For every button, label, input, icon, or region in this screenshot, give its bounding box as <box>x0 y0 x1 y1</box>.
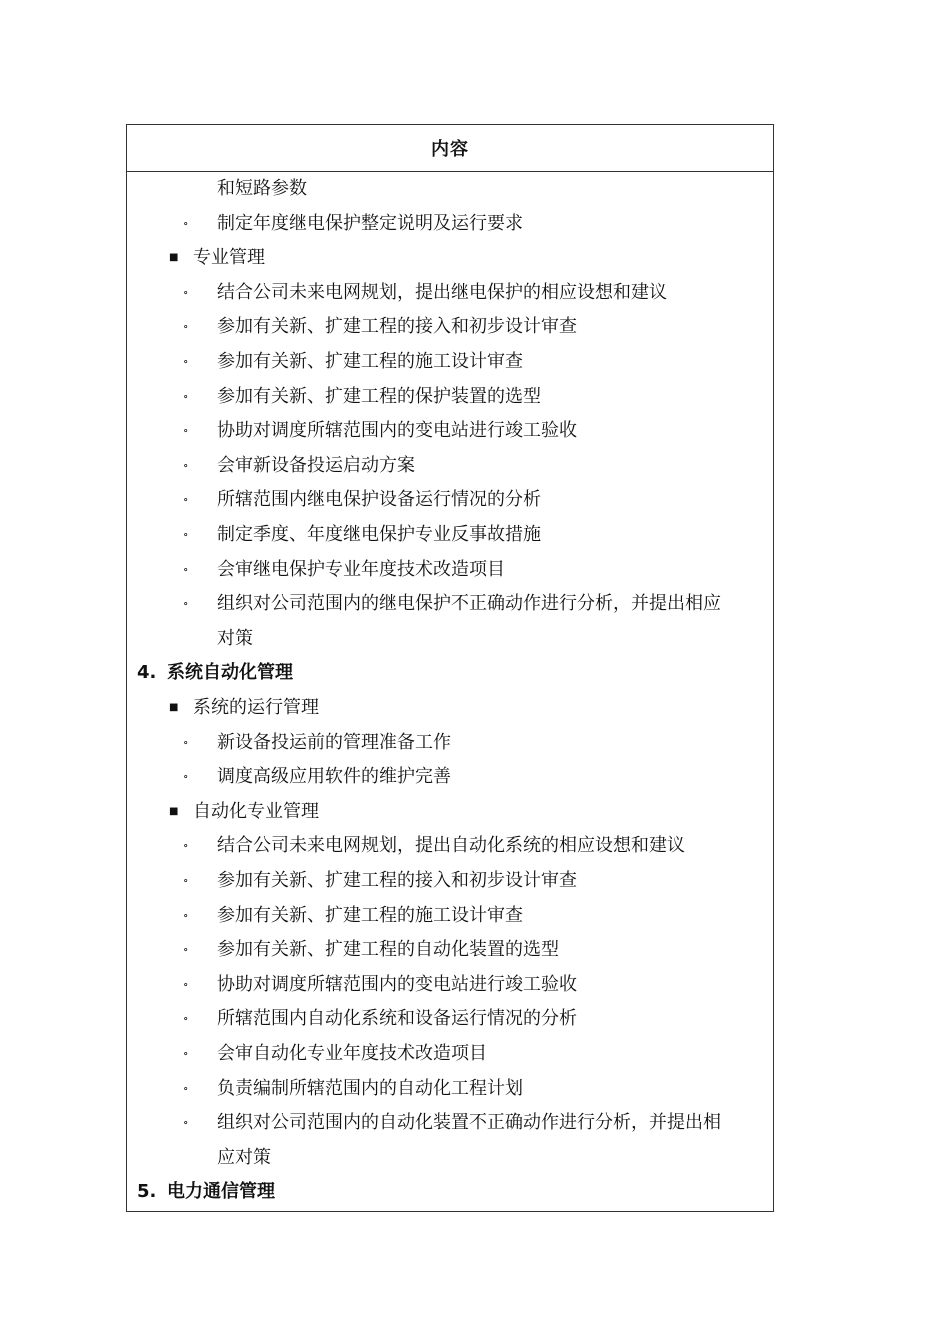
list-item: 会审新设备投运启动方案 <box>217 454 415 476</box>
subsection-item: 专业管理 <box>193 247 265 269</box>
section-heading <box>137 656 293 690</box>
list-item: 对策 <box>217 627 253 649</box>
list-item: 参加有关新、扩建工程的接入和初步设计审查 <box>217 870 577 891</box>
section-number: 5. <box>137 1181 157 1203</box>
header-label: 内容 <box>431 139 469 160</box>
square-bullet-icon: ■ <box>169 702 179 713</box>
circle-bullet-icon: ∘ <box>183 1047 189 1060</box>
circle-bullet-icon: ∘ <box>183 389 189 403</box>
section-title: 电力通信管理 <box>167 1181 275 1203</box>
circle-bullet-icon: ∘ <box>183 320 189 334</box>
content-table <box>126 124 774 1212</box>
list-item: 制定年度继电保护整定说明及运行要求 <box>217 212 523 234</box>
list-item: 调度高级应用软件的维护完善 <box>217 766 451 788</box>
circle-bullet-icon: ∘ <box>183 1081 189 1095</box>
list-item: 应对策 <box>217 1146 271 1168</box>
circle-bullet-icon: ∘ <box>183 874 189 887</box>
list-item: 结合公司未来电网规划，提出自动化系统的相应设想和建议 <box>217 835 685 857</box>
list-item: 和短路参数 <box>217 178 307 199</box>
section-title: 系统自动化管理 <box>167 662 293 684</box>
circle-bullet-icon: ∘ <box>183 839 189 853</box>
list-item: 所辖范围内继电保护设备运行情况的分析 <box>217 489 541 511</box>
circle-bullet-icon: ∘ <box>183 735 189 749</box>
section-heading <box>137 1175 275 1209</box>
circle-bullet-icon: ∘ <box>183 528 189 541</box>
list-item: 参加有关新、扩建工程的保护装置的选型 <box>217 385 541 407</box>
subsection-item: 自动化专业管理 <box>193 800 319 822</box>
list-item: 协助对调度所辖范围内的变电站进行竣工验收 <box>217 973 577 995</box>
list-item: 会审自动化专业年度技术改造项目 <box>217 1043 487 1064</box>
list-item: 参加有关新、扩建工程的施工设计审查 <box>217 904 523 926</box>
list-item: 新设备投运前的管理准备工作 <box>217 731 451 753</box>
list-item: 协助对调度所辖范围内的变电站进行竣工验收 <box>217 420 577 442</box>
circle-bullet-icon: ∘ <box>183 1012 189 1026</box>
circle-bullet-icon: ∘ <box>183 943 189 957</box>
list-item: 制定季度、年度继电保护专业反事故措施 <box>217 524 541 545</box>
list-item: 组织对公司范围内的继电保护不正确动作进行分析，并提出相应 <box>217 593 721 615</box>
circle-bullet-icon: ∘ <box>183 216 189 230</box>
list-item: 负责编制所辖范围内的自动化工程计划 <box>217 1077 523 1099</box>
list-item: 会审继电保护专业年度技术改造项目 <box>217 558 505 580</box>
table-header <box>127 125 773 172</box>
circle-bullet-icon: ∘ <box>183 977 189 991</box>
list-item: 参加有关新、扩建工程的接入和初步设计审查 <box>217 316 577 338</box>
circle-bullet-icon: ∘ <box>183 770 189 784</box>
list-item: 参加有关新、扩建工程的自动化装置的选型 <box>217 939 559 961</box>
subsection-item: 系统的运行管理 <box>193 697 319 718</box>
circle-bullet-icon: ∘ <box>183 493 189 507</box>
circle-bullet-icon: ∘ <box>183 562 189 576</box>
circle-bullet-icon: ∘ <box>183 424 189 438</box>
list-item: 参加有关新、扩建工程的施工设计审查 <box>217 351 523 372</box>
list-item: 所辖范围内自动化系统和设备运行情况的分析 <box>217 1008 577 1030</box>
circle-bullet-icon: ∘ <box>183 355 189 368</box>
list-item: 组织对公司范围内的自动化装置不正确动作进行分析，并提出相 <box>217 1112 721 1134</box>
circle-bullet-icon: ∘ <box>183 285 189 299</box>
circle-bullet-icon: ∘ <box>183 458 189 472</box>
list-item: 结合公司未来电网规划，提出继电保护的相应设想和建议 <box>217 281 667 303</box>
square-bullet-icon: ■ <box>169 252 179 264</box>
circle-bullet-icon: ∘ <box>183 908 189 922</box>
circle-bullet-icon: ∘ <box>183 1116 189 1130</box>
square-bullet-icon: ■ <box>169 805 179 817</box>
circle-bullet-icon: ∘ <box>183 597 189 611</box>
section-number: 4. <box>137 662 157 684</box>
